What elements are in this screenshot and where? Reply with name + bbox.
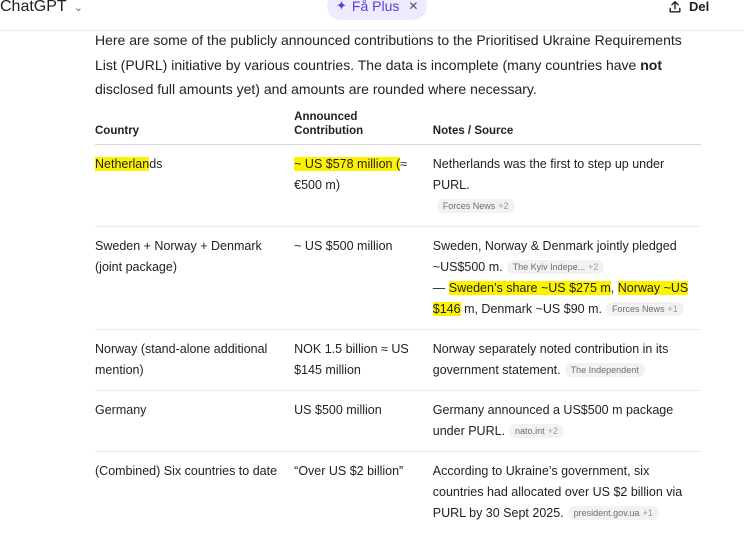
cell-country [95,145,294,227]
cell-amount: NOK 1.5 billion ≈ US $145 million [294,330,433,391]
table-row [95,145,701,227]
source-chip-label: The Independent [571,365,639,375]
close-icon[interactable]: ✕ [408,0,418,13]
header-notes: Notes / Source [433,106,701,145]
intro-text-1: Here are some of the publicly announced contributions to the Prioritised Ukraine Requirements List (PURL) initiative by various countries. The data is incomplete (many countries have [95,32,682,73]
note-text: Germany announced a US$500 m package under PURL. [433,403,673,438]
table-row [95,330,701,391]
note-text: Norway separately noted contribution in its government statement. [433,342,669,377]
cell-amount: US $500 million [294,391,433,452]
intro-bold: not [640,57,662,73]
source-chip-count: +1 [643,508,653,518]
source-chip-count: +2 [498,201,508,211]
top-bar [0,0,744,22]
note-text: Netherlands was the first to step up under PURL. [433,157,664,192]
highlight: Norway ~US $146 [433,281,688,316]
header-country: Country [95,106,294,145]
cell-notes [433,227,701,330]
note-text: According to Ukraine’s government, six countries had allocated over US $2 billion via PURL by 30 Sept 2025. [433,464,682,520]
share-button[interactable] [668,0,709,14]
cell-country: Sweden + Norway + Denmark (joint package) [95,227,294,330]
source-chip[interactable] [507,260,605,274]
intro-text-2: disclosed full amounts yet) and amounts are rounded where necessary. [95,81,537,97]
cell-notes [433,330,701,391]
table-header-row [95,106,701,145]
source-chip-label: The Kyiv Indepe... [513,262,586,272]
source-chip-label: Forces News [612,304,665,314]
app-title: ChatGPT [0,0,67,16]
source-chip[interactable] [509,424,564,438]
source-chip-count: +2 [588,262,598,272]
cell-amount: “Over US $2 billion” [294,452,433,533]
note-text: m, Denmark ~US $90 m. [461,302,602,316]
share-label: Del [689,0,709,14]
cell-country: Germany [95,391,294,452]
share-icon [668,0,682,14]
chevron-down-icon: ⌄ [74,1,83,14]
cell-notes [433,391,701,452]
cell-amount [294,145,433,227]
source-chip-label: Forces News [443,201,496,211]
get-plus-label: Få Plus [352,0,399,14]
cell-notes [433,145,701,227]
cell-notes [433,452,701,533]
amount-text: ≈ €500 m) [294,157,407,192]
note-dash: — [433,281,449,295]
cell-country: Norway (stand-alone additional mention) [95,330,294,391]
cell-country: (Combined) Six countries to date [95,452,294,533]
source-chip[interactable] [565,363,645,377]
source-chip-count: +2 [548,426,558,436]
model-selector[interactable] [0,0,83,16]
table-row [95,227,701,330]
note-sep: , [611,281,618,295]
source-chip-label: president.gov.ua [574,508,640,518]
source-chip[interactable] [568,506,659,520]
source-chip-count: +1 [667,304,677,314]
intro-paragraph [95,28,695,102]
cell-amount: ~ US $500 million [294,227,433,330]
table-row [95,391,701,452]
header-contribution: Announced Contribution [294,106,433,145]
highlight: ~ US $578 million ( [294,157,400,171]
get-plus-button[interactable] [327,0,427,20]
purl-contributions-table [95,106,701,533]
source-chip[interactable] [606,302,684,316]
source-chip-label: nato.int [515,426,545,436]
highlight: Sweden’s share ~US $275 m [449,281,611,295]
country-text: ds [149,157,162,171]
table-row [95,452,701,533]
note-text: Sweden, Norway & Denmark jointly pledged ~US$500 m. [433,239,677,274]
source-chip[interactable] [437,199,515,213]
sparkle-icon: ✦ [336,0,347,14]
highlight: Netherlan [95,157,149,171]
